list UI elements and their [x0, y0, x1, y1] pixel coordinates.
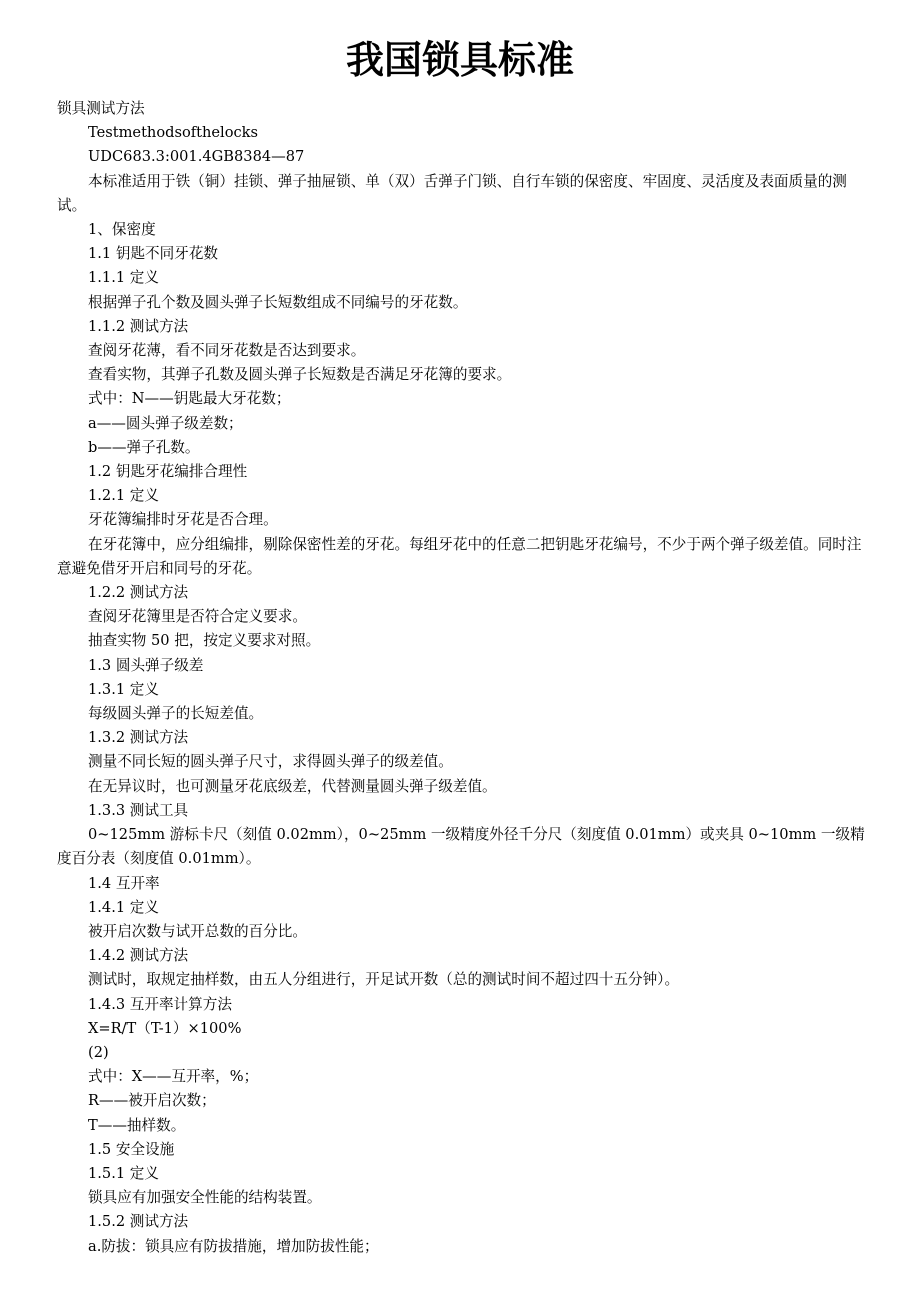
paragraph: 1.1.2 测试方法 [88, 317, 189, 335]
document-title: 我国锁具标准 [345, 38, 574, 82]
paragraph: T——抽样数。 [88, 1116, 186, 1134]
paragraph: a——圆头弹子级差数； [88, 414, 243, 432]
paragraph: 本标准适用于铁（铜）挂锁、弹子抽屉锁、单（双）舌弹子门锁、自行车锁的保密度、牢固度、灵活度及表面质量的测试。 [57, 172, 847, 214]
paragraph: 1.3.3 测试工具 [88, 801, 189, 819]
paragraph: 1.1.1 定义 [88, 269, 159, 287]
paragraph: 查看实物，其弹子孔数及圆头弹子长短数是否满足牙花簿的要求。 [88, 366, 512, 384]
paragraph: 1.4 互开率 [88, 874, 160, 892]
paragraph: 锁具测试方法 [57, 100, 145, 117]
paragraph: 1.3.1 定义 [88, 680, 159, 698]
paragraph: 测试时，取规定抽样数，由五人分组进行，开足试开数（总的测试时间不超过四十五分钟）。 [88, 971, 680, 989]
paragraph: 式中：N——钥匙最大牙花数； [88, 390, 291, 408]
paragraph: 1.5.2 测试方法 [88, 1213, 189, 1231]
paragraph: 查阅牙花簿里是否符合定义要求。 [88, 608, 307, 626]
paragraph: 牙花簿编排时牙花是否合理。 [88, 511, 278, 529]
paragraph: 在牙花簿中，应分组编排，剔除保密性差的牙花。每组牙花中的任意二把钥匙牙花编号，不少于两个弹子级差值。同时注意避免借牙开启和同号的牙花。 [57, 535, 862, 577]
paragraph: 1.4.3 互开率计算方法 [88, 995, 232, 1013]
paragraph: 锁具应有加强安全性能的结构装置。 [88, 1189, 322, 1207]
paragraph: 1.5.1 定义 [88, 1164, 159, 1182]
paragraph: 查阅牙花薄，看不同牙花数是否达到要求。 [88, 342, 366, 360]
paragraph: a.防拔：锁具应有防拔措施，增加防拔性能； [88, 1237, 379, 1255]
paragraph: 1.2 钥匙牙花编排合理性 [88, 463, 248, 481]
paragraph: 1.2.1 定义 [88, 487, 159, 505]
paragraph: b——弹子孔数。 [88, 438, 200, 456]
paragraph: 1.3 圆头弹子级差 [88, 656, 204, 674]
paragraph: 式中：X——互开率，%； [88, 1068, 259, 1086]
paragraph: 0~125mm 游标卡尺（刻值 0.02mm），0~25mm 一级精度外径千分尺（刻度值 0.01mm）或夹具 0~10mm 一级精度百分表（刻度值 0.01mm）。 [57, 826, 865, 868]
paragraph: X=R/T（T-1）×100% [88, 1019, 242, 1037]
paragraph: 每级圆头弹子的长短差值。 [88, 705, 264, 723]
paragraph: 1.4.1 定义 [88, 898, 159, 916]
paragraph: 被开启次数与试开总数的百分比。 [88, 922, 307, 940]
paragraph: 1.4.2 测试方法 [88, 947, 189, 965]
paragraph: 1.2.2 测试方法 [88, 584, 189, 602]
paragraph: 抽查实物 50 把，按定义要求对照。 [88, 632, 321, 650]
paragraph: 根据弹子孔个数及圆头弹子长短数组成不同编号的牙花数。 [88, 293, 468, 311]
paragraph: 在无异议时，也可测量牙花底级差，代替测量圆头弹子级差值。 [88, 777, 497, 795]
paragraph: 1.5 安全设施 [88, 1140, 175, 1158]
paragraph: R——被开启次数； [88, 1092, 216, 1110]
paragraph: 测量不同长短的圆头弹子尺寸，求得圆头弹子的级差值。 [88, 753, 453, 771]
paragraph: 1、保密度 [88, 221, 156, 239]
paragraph: UDC683.3:001.4GB8384—87 [88, 148, 305, 166]
paragraph: (2) [88, 1043, 109, 1061]
paragraph: 1.1 钥匙不同牙花数 [88, 245, 219, 263]
document-body [57, 97, 869, 1259]
paragraph: 1.3.2 测试方法 [88, 729, 189, 747]
paragraph: Testmethodsofthelocks [88, 124, 258, 142]
